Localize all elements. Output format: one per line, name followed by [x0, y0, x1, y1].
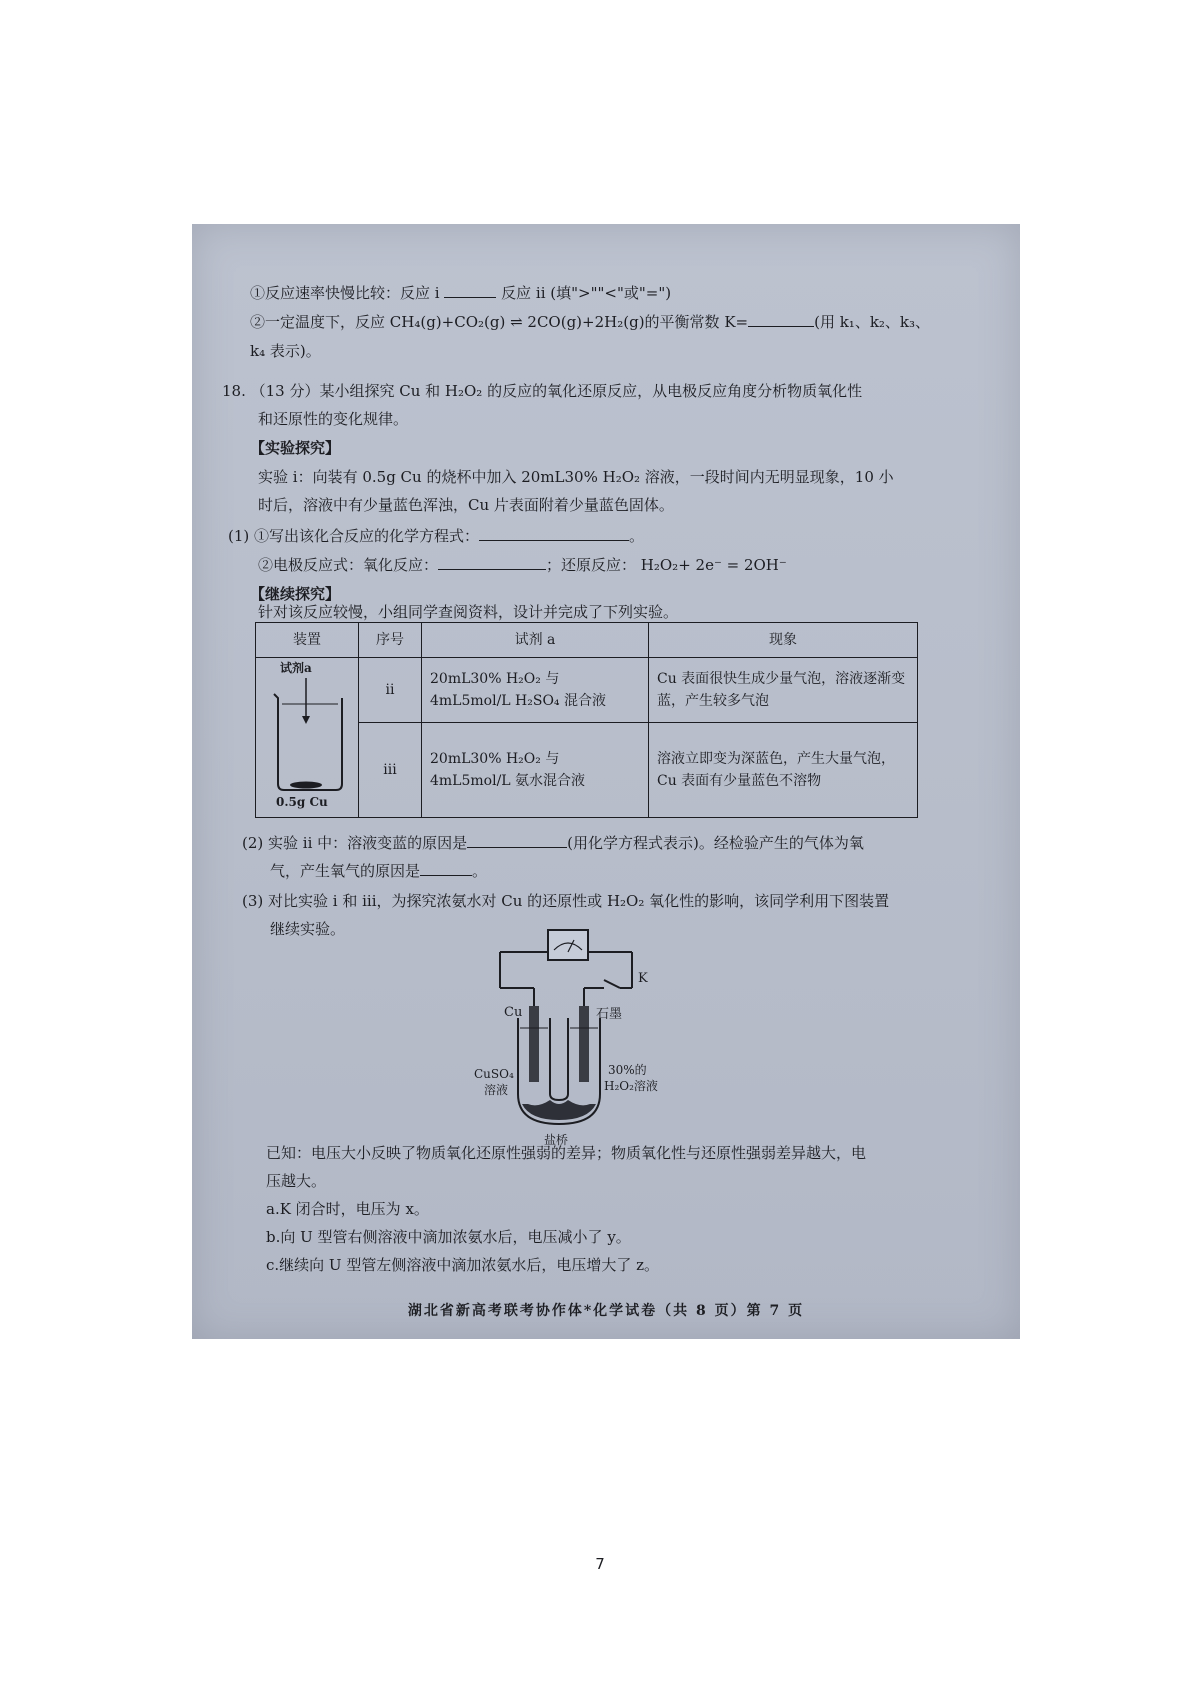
salt-bridge	[522, 1100, 596, 1120]
reagent-a-label: 试剂a	[280, 661, 312, 675]
part1-line2: ②电极反应式：氧化反应： ；还原反应： H₂O₂+ 2e⁻ = 2OH⁻	[258, 556, 787, 574]
reagent-cell: 20mL30% H₂O₂ 与 4mL5mol/L 氨水混合液	[422, 722, 649, 817]
q18-title-line2: 和还原性的变化规律。	[258, 410, 409, 428]
section-heading-continue: 【继续探究】	[250, 585, 341, 603]
answer-blank	[748, 312, 814, 327]
known-line1: 已知：电压大小反映了物质氧化还原性强弱的差异；物质氧化性与还原性强弱差异越大，电	[266, 1144, 867, 1162]
copper-mass-label: 0.5g Cu	[276, 795, 328, 809]
cu-label: Cu	[504, 1005, 523, 1020]
reagent-cell: 20mL30% H₂O₂ 与 4mL5mol/L H₂SO₄ 混合液	[422, 658, 649, 723]
graphite-label: 石墨	[596, 1007, 623, 1022]
answer-blank	[479, 526, 629, 541]
phenomenon-cell: Cu 表面很快生成少量气泡，溶液逐渐变蓝，产生较多气泡	[649, 658, 918, 723]
q17-line2: ②一定温度下，反应 CH₄(g)+CO₂(g) ⇌ 2CO(g)+2H₂(g)的平衡常数 K= (用 k₁、k₂、k₃、	[250, 313, 931, 331]
left-solution-label: CuSO₄	[474, 1067, 514, 1081]
part3-line1: (3) 对比实验 i 和 iii，为探究浓氨水对 Cu 的还原性或 H₂O₂ 氧化性的影响，该同学利用下图装置	[242, 892, 890, 910]
graphite-electrode	[579, 1006, 589, 1082]
q17-line1: ①反应速率快慢比较：反应 i 反应 ii (填">""<"或"=")	[250, 284, 672, 302]
exam-footer: 湖北省新高考联考协作体*化学试卷（共 8 页）第 7 页	[407, 1303, 805, 1319]
u-tube-cell-diagram	[474, 928, 680, 1150]
phenomenon-cell: 溶液立即变为深蓝色，产生大量气泡，Cu 表面有少量蓝色不溶物	[649, 722, 918, 817]
answer-blank	[420, 861, 472, 876]
exp1-line2: 时后，溶液中有少量蓝色浑浊，Cu 片表面附着少量蓝色固体。	[258, 496, 674, 514]
table-row	[256, 658, 918, 723]
header-device: 装置	[256, 623, 359, 658]
answer-blank	[467, 833, 567, 848]
part3-line2: 继续实验。	[270, 920, 346, 938]
copper-piece	[290, 782, 322, 789]
switch-label: K	[638, 971, 648, 986]
page-number: 7	[595, 1555, 605, 1573]
answer-blank	[438, 555, 546, 570]
table-header-row	[256, 623, 918, 658]
seq-cell: ii	[359, 658, 422, 723]
switch-k	[604, 980, 620, 988]
header-reagent: 试剂 a	[422, 623, 649, 658]
experiment-table	[255, 622, 918, 818]
right-solution-label: 30%的	[608, 1063, 647, 1077]
salt-bridge-label: 盐桥	[544, 1133, 569, 1147]
device-cell	[256, 658, 359, 818]
answer-blank	[444, 283, 496, 298]
part2-line2: 气，产生氧气的原因是 。	[270, 862, 488, 880]
seq-cell: iii	[359, 722, 422, 817]
beaker-diagram	[256, 658, 358, 810]
intro-continue: 针对该反应较慢，小组同学查阅资料，设计并完成了下列实验。	[258, 603, 679, 621]
step-b: b.向 U 型管右侧溶液中滴加浓氨水后，电压减小了 y。	[266, 1228, 631, 1246]
header-seq: 序号	[359, 623, 422, 658]
part1-line1: (1) ①写出该化合反应的化学方程式： 。	[228, 527, 645, 545]
section-heading-experiment: 【实验探究】	[250, 439, 341, 457]
q18-title-line1: 18. （13 分）某小组探究 Cu 和 H₂O₂ 的反应的氧化还原反应，从电极反应角度分析物质氧化性	[222, 382, 863, 400]
right-solution-label-2: H₂O₂溶液	[604, 1079, 658, 1093]
known-line2: 压越大。	[266, 1172, 327, 1190]
copper-electrode	[529, 1006, 539, 1082]
header-phenomenon: 现象	[649, 623, 918, 658]
step-c: c.继续向 U 型管左侧溶液中滴加浓氨水后，电压增大了 z。	[266, 1256, 660, 1274]
left-solution-label-2: 溶液	[484, 1083, 509, 1097]
voltmeter-icon	[548, 930, 588, 960]
step-a: a.K 闭合时，电压为 x。	[266, 1200, 429, 1218]
q17-line3: k₄ 表示)。	[250, 342, 321, 360]
exp1-line1: 实验 i：向装有 0.5g Cu 的烧杯中加入 20mL30% H₂O₂ 溶液，一段时间内无明显现象，10 小	[258, 468, 894, 486]
part2-line1: (2) 实验 ii 中：溶液变蓝的原因是 (用化学方程式表示)。经检验产生的气体为氧	[242, 834, 864, 852]
